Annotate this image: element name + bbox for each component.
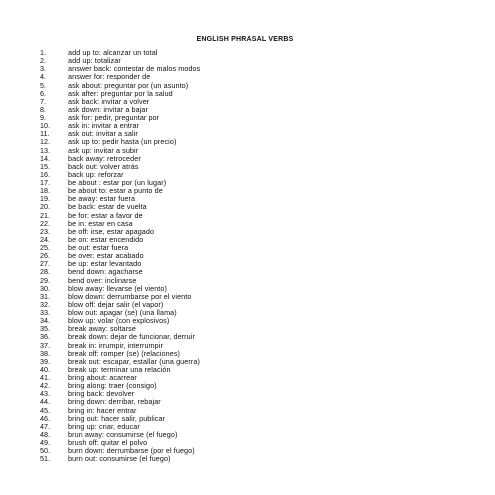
list-item-number: 34. [40, 316, 50, 326]
list-item-number: 2. [40, 56, 46, 66]
list-item-number: 42. [40, 381, 50, 391]
list-item-number: 15. [40, 161, 50, 171]
list-item-text: blow up: volar (con explosivos) [68, 316, 170, 326]
list-item-number: 7. [40, 96, 46, 106]
list-item-number: 45. [40, 405, 50, 415]
list-item-text: burn down: derrumbarse (por el fuego) [68, 446, 195, 456]
list-item-number: 51. [40, 454, 50, 464]
list-item-text: ask down: invitar a bajar [68, 104, 149, 114]
list-item-text: be over: estar acabado [68, 251, 144, 261]
list-item-number: 13. [40, 145, 50, 155]
list-item-number: 14. [40, 153, 50, 163]
list-item-text: ask in: invitar a entrar [68, 121, 140, 131]
list-item-number: 46. [40, 413, 50, 423]
list-item-number: 31. [40, 291, 50, 301]
list-item-text: ask about: preguntar por (un asunto) [68, 80, 189, 90]
list-item-number: 5. [40, 80, 46, 90]
list-item-number: 36. [40, 332, 50, 342]
list-item-number: 37. [40, 340, 50, 350]
list-item-text: bring back: devolver [68, 389, 135, 399]
list-item-text: ask for: pedir, preguntar por [68, 113, 160, 122]
list-item-text: brush off: quitar el polvo [68, 438, 148, 447]
list-item-number: 23. [40, 226, 50, 236]
list-item-text: be for: estar a favor de [68, 210, 143, 220]
list-item-number: 10. [40, 121, 50, 131]
list-item [40, 455, 200, 463]
list-item-number: 27. [40, 259, 50, 269]
list-item-number: 40. [40, 364, 50, 374]
list-item-text: be back: estar de vuelta [68, 202, 147, 212]
list-item-text: bring in: hacer entrar [68, 405, 137, 415]
list-item-number: 48. [40, 429, 50, 439]
list-item-text: bring up: criar, educar [68, 421, 140, 431]
list-item-text: ask up to: pedir hasta (un precio) [68, 137, 177, 147]
list-item-text: blow away: llevarse (el viento) [68, 283, 167, 293]
list-item-text: blow down: derrumbarse por el viento [68, 291, 192, 301]
list-item-number: 35. [40, 324, 50, 334]
list-item-text: back out: volver atrás [68, 161, 139, 171]
list-item-number: 38. [40, 348, 50, 358]
list-item-text: blow off: dejar salir (el vapor) [68, 299, 164, 309]
list-item-number: 28. [40, 267, 50, 277]
list-item-text: brun away: consumirse (el fuego) [68, 429, 178, 439]
list-item-number: 21. [40, 210, 50, 220]
list-item-number: 22. [40, 218, 50, 228]
list-item-number: 29. [40, 275, 50, 285]
list-item-number: 12. [40, 137, 50, 147]
list-item-text: bring along: traer (consigo) [68, 381, 157, 391]
list-item-text: break off: romper (se) (relaciones) [68, 348, 181, 358]
list-item-text: break in: irrumpir, interrumpir [68, 340, 163, 350]
list-item-text: blow out: apagar (se) (una llama) [68, 308, 177, 317]
list-item-number: 25. [40, 243, 50, 252]
phrasal-verb-list [40, 49, 200, 463]
list-item-number: 20. [40, 202, 50, 212]
list-item-text: bend over: inclinarse [68, 275, 137, 285]
list-item-number: 30. [40, 283, 50, 293]
list-item-text: be in: estar en casa [68, 218, 133, 228]
list-item-number: 39. [40, 356, 50, 366]
list-item-number: 44. [40, 397, 50, 407]
list-item-number: 1. [40, 48, 46, 57]
list-item-text: break out: escapar, estallar (una guerra) [68, 356, 200, 366]
list-item-text: be out: estar fuera [68, 243, 129, 252]
list-item-number: 11. [40, 129, 50, 139]
list-item-text: ask up: invitar a subir [68, 145, 139, 155]
list-item-text: burn out: consumirse (el fuego) [68, 454, 171, 464]
list-item-text: be away: estar fuera [68, 194, 136, 204]
list-item-text: bend down: agacharse [68, 267, 143, 277]
list-item-number: 19. [40, 194, 50, 204]
list-item-text: be on: estar encendido [68, 234, 144, 244]
list-item-number: 50. [40, 446, 50, 456]
list-item-text: bring out: hacer salir, publicar [68, 413, 166, 423]
list-item-text: bring about: acarrear [68, 373, 137, 382]
list-item-text: add up: totalizar [68, 56, 121, 66]
list-item-number: 43. [40, 389, 50, 399]
list-item-number: 8. [40, 104, 46, 114]
list-item-text: break up: terminar una relación [68, 364, 171, 374]
list-item-number: 49. [40, 438, 50, 447]
list-item-number: 32. [40, 299, 50, 309]
list-item-text: break down: dejar de funcionar, derruir [68, 332, 195, 342]
list-item-number: 17. [40, 178, 50, 187]
list-item-text: answer back: contestar de malos modos [68, 64, 201, 74]
list-item-text: back away: retroceder [68, 153, 141, 163]
list-item-text: be up: estar levantado [68, 259, 142, 269]
list-item-number: 4. [40, 72, 46, 82]
list-item-number: 18. [40, 186, 50, 196]
list-item-number: 16. [40, 169, 50, 179]
list-item-text: back up: reforzar [68, 169, 124, 179]
list-item-text: be about : estar por (un lugar) [68, 178, 167, 187]
list-item-number: 47. [40, 421, 50, 431]
list-item-text: break away: soltarse [68, 324, 136, 334]
list-item-text: answer for: responder de [68, 72, 151, 82]
list-item-text: ask after: preguntar por la salud [68, 88, 173, 98]
list-item-text: ask out: invitar a salir [68, 129, 138, 139]
list-item-number: 3. [40, 64, 46, 74]
list-item-number: 41. [40, 373, 50, 382]
list-item-number: 6. [40, 88, 46, 98]
list-item-text: be about to: estar a punto de [68, 186, 163, 196]
list-item-number: 33. [40, 308, 50, 317]
list-item-number: 26. [40, 251, 50, 261]
list-item-text: bring down: derribar, rebajar [68, 397, 161, 407]
list-item-number: 24. [40, 234, 50, 244]
document-title: ENGLISH PHRASAL VERBS [196, 36, 294, 43]
list-item-number: 9. [40, 113, 46, 122]
list-item-text: ask back: invitar a volver [68, 96, 150, 106]
list-item-text: be off: irse, estar apagado [68, 226, 155, 236]
list-item-text: add up to: alcanzar un total [68, 48, 158, 57]
